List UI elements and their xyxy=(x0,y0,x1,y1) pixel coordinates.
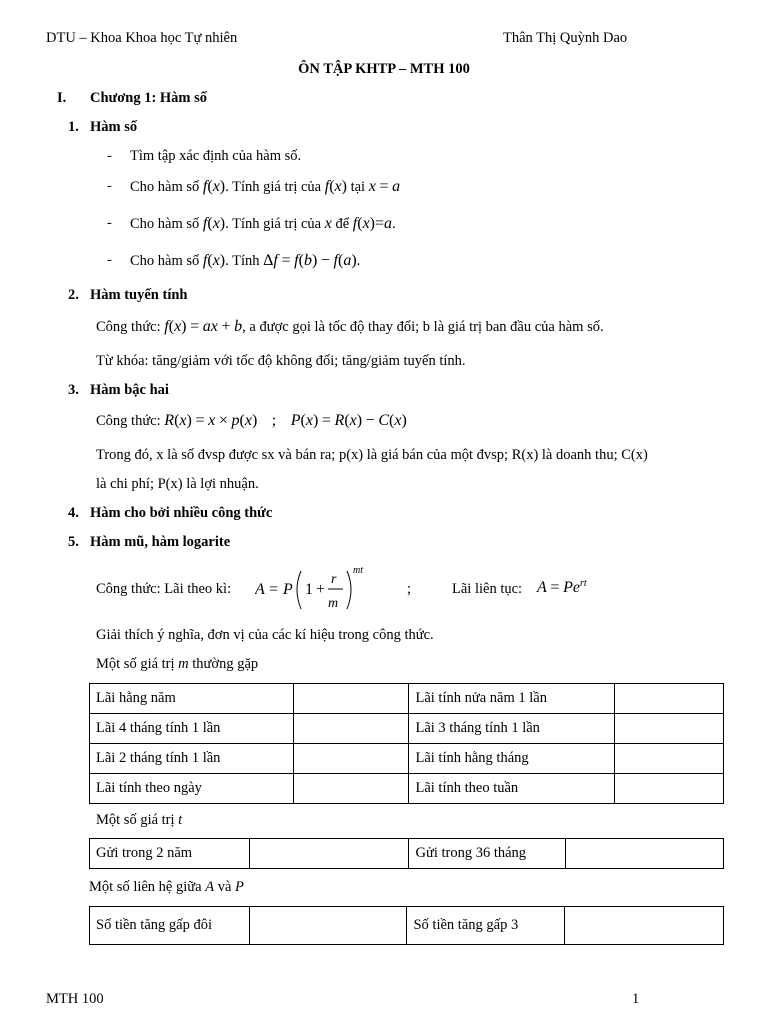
table-cell: Lãi tính nửa năm 1 lần xyxy=(409,684,615,714)
section-3-number: 3. xyxy=(68,382,79,398)
compound-formula xyxy=(255,563,395,613)
chapter-number: I. xyxy=(57,90,67,106)
table-cell xyxy=(566,839,724,869)
table-row xyxy=(90,907,724,945)
table-cell: Số tiền tăng gấp 3 xyxy=(407,907,565,945)
table-cell: Lãi 3 tháng tính 1 lần xyxy=(409,714,615,744)
bullet-dash: - xyxy=(107,215,112,231)
svg-text:A: A xyxy=(255,581,265,598)
section-2-title: Hàm tuyến tính xyxy=(90,287,188,303)
bullet-dash: - xyxy=(107,148,112,164)
table-cell xyxy=(249,907,407,945)
explain-note: Giải thích ý nghĩa, đơn vị của các kí hiệu trong công thức. xyxy=(96,627,434,643)
m-values-table xyxy=(89,683,724,804)
bullet-dash: - xyxy=(107,178,112,194)
bullet-dash: - xyxy=(107,252,112,268)
table-cell: Gửi trong 36 tháng xyxy=(409,839,566,869)
bullet-4-text: Cho hàm số f(x). Tính Δf = f(b) − f(a). xyxy=(130,252,361,269)
table-row xyxy=(90,684,724,714)
page-title: ÔN TẬP KHTP – MTH 100 xyxy=(298,61,470,77)
section-4-number: 4. xyxy=(68,505,79,521)
compound-label: Công thức: Lãi theo kì: xyxy=(96,581,232,597)
svg-text:m: m xyxy=(328,596,339,611)
section-4-title: Hàm cho bởi nhiều công thức xyxy=(90,505,273,521)
linear-keywords: Từ khóa: tăng/giảm với tốc độ không đổi; tăng/giảm tuyến tính. xyxy=(96,353,466,369)
quadratic-formula-line: Công thức: R(x) = x × p(x) ; P(x) = R(x) − C(x) xyxy=(96,412,407,429)
table-row xyxy=(90,744,724,774)
linear-formula-line: Công thức: f(x) = ax + b, a được gọi là tốc độ thay đổi; b là giá trị ban đầu của hàm số. xyxy=(96,318,604,335)
table-cell: Gửi trong 2 năm xyxy=(90,839,250,869)
section-5-title: Hàm mũ, hàm logarite xyxy=(90,534,231,550)
t-values-table xyxy=(89,838,724,869)
svg-text:1: 1 xyxy=(305,581,313,598)
table-row xyxy=(90,839,724,869)
bullet-1-text: Tìm tập xác định của hàm số. xyxy=(130,148,302,164)
svg-text:P: P xyxy=(283,581,293,598)
table-row xyxy=(90,774,724,804)
table-cell xyxy=(293,684,409,714)
table-cell: Lãi 4 tháng tính 1 lần xyxy=(90,714,294,744)
section-3-title: Hàm bậc hai xyxy=(90,382,169,398)
continuous-formula: $A = Pe^{rt}$ xyxy=(537,578,587,596)
ap-table xyxy=(89,906,724,945)
table-cell xyxy=(293,714,409,744)
m-values-caption: Một số giá trị m thường gặp xyxy=(96,656,259,672)
table-cell xyxy=(293,744,409,774)
quadratic-note-line-2: là chi phí; P(x) là lợi nhuận. xyxy=(96,476,259,492)
table-cell: Lãi hằng năm xyxy=(90,684,294,714)
bullet-2-text: Cho hàm số f(x). Tính giá trị của f(x) tại x = a xyxy=(130,178,401,195)
table-cell: Số tiền tăng gấp đôi xyxy=(90,907,250,945)
table-cell: Lãi tính theo ngày xyxy=(90,774,294,804)
t-values-caption: Một số giá trị t xyxy=(96,812,183,828)
quadratic-note-line-1: Trong đó, x là số đvsp được sx và bán ra; p(x) là giá bán của một đvsp; R(x) là doanh thu; C(x) xyxy=(96,447,648,463)
table-cell xyxy=(565,907,724,945)
page-number: 1 xyxy=(632,991,640,1007)
svg-text:=: = xyxy=(269,581,279,598)
table-row xyxy=(90,714,724,744)
section-1-number: 1. xyxy=(68,119,79,135)
table-cell: Lãi tính hằng tháng xyxy=(409,744,615,774)
table-cell xyxy=(615,744,724,774)
continuous-label: Lãi liên tục: xyxy=(452,581,523,597)
header-left: DTU – Khoa Khoa học Tự nhiên xyxy=(46,30,238,46)
bullet-3-text: Cho hàm số f(x). Tính giá trị của x để f(x)=a. xyxy=(130,215,396,232)
table-cell: Lãi tính theo tuần xyxy=(409,774,615,804)
table-cell xyxy=(249,839,409,869)
svg-text:+: + xyxy=(316,581,326,598)
table-cell xyxy=(293,774,409,804)
chapter-title: Chương 1: Hàm số xyxy=(90,90,208,106)
svg-text:mt: mt xyxy=(353,565,363,576)
table-cell: Lãi 2 tháng tính 1 lần xyxy=(90,744,294,774)
header-right: Thân Thị Quỳnh Dao xyxy=(503,30,628,46)
footer-left: MTH 100 xyxy=(46,991,104,1007)
table-cell xyxy=(615,714,724,744)
section-5-number: 5. xyxy=(68,534,79,550)
table-cell xyxy=(615,684,724,714)
formula-separator: ; xyxy=(407,581,412,597)
svg-text:r: r xyxy=(331,572,337,587)
ap-caption: Một số liên hệ giữa A và P xyxy=(89,879,244,895)
section-1-title: Hàm số xyxy=(90,119,138,135)
section-2-number: 2. xyxy=(68,287,79,303)
table-cell xyxy=(615,774,724,804)
